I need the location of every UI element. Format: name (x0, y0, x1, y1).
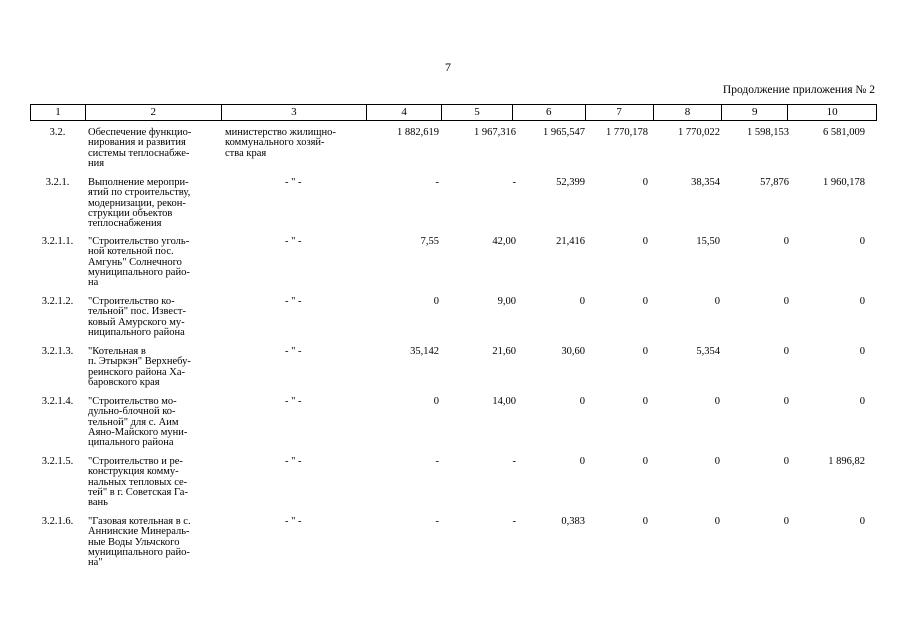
row-title: "Строительство уголь- ной котельной пос. Амгунь" Солнечного муниципального райо- на (88, 236, 190, 289)
header-cell-3: 3 (222, 105, 368, 120)
row-title: "Газовая котельная в с. Аннинские Минераль- ные Воды Ульчского муниципального райо- на" (88, 516, 191, 569)
row-number: 3.2. (49, 127, 66, 138)
row-value-col-10: 0 (859, 516, 865, 527)
header-cell-4: 4 (367, 105, 442, 120)
row-value-col-5: - (512, 177, 516, 188)
row-executor: министерство жилищно- коммунального хозяй- ства края (225, 127, 336, 159)
row-executor: - " - (285, 396, 302, 407)
row-value-col-8: 1 770,022 (678, 127, 720, 138)
row-value-col-9: 0 (783, 396, 789, 407)
header-cell-2: 2 (86, 105, 222, 120)
page-number: 7 (445, 60, 451, 74)
row-value-col-7: 0 (642, 456, 648, 467)
row-value-col-10: 1 896,82 (828, 456, 865, 467)
row-value-col-5: - (512, 456, 516, 467)
row-executor: - " - (285, 296, 302, 307)
row-value-col-6: 21,416 (556, 236, 585, 247)
row-value-col-9: 57,876 (760, 177, 789, 188)
row-value-col-7: 0 (642, 396, 648, 407)
row-executor: - " - (285, 516, 302, 527)
row-value-col-8: 15,50 (696, 236, 720, 247)
row-value-col-7: 0 (642, 177, 648, 188)
row-value-col-5: 21,60 (492, 346, 516, 357)
row-title: Выполнение меропри- ятий по строительству, модернизации, рекон- струкции объектов теплоснабжения (88, 177, 191, 230)
header-cell-1: 1 (31, 105, 86, 120)
row-value-col-9: 0 (783, 516, 789, 527)
row-value-col-10: 0 (859, 396, 865, 407)
row-value-col-6: 52,399 (556, 177, 585, 188)
row-value-col-4: - (435, 456, 439, 467)
row-title: "Строительство и ре- конструкция комму- нальных тепловых се- тей" в г. Советская Га- вань (88, 456, 188, 509)
header-cell-8: 8 (654, 105, 723, 120)
header-cell-9: 9 (722, 105, 788, 120)
row-value-col-4: - (435, 516, 439, 527)
row-value-col-6: 1 965,547 (543, 127, 585, 138)
row-value-col-4: 0 (433, 296, 439, 307)
row-value-col-8: 0 (714, 396, 720, 407)
row-value-col-8: 0 (714, 296, 720, 307)
row-value-col-9: 1 598,153 (747, 127, 789, 138)
row-value-col-10: 6 581,009 (823, 127, 865, 138)
row-number: 3.2.1.3. (41, 346, 74, 357)
row-value-col-7: 1 770,178 (606, 127, 648, 138)
header-cell-6: 6 (513, 105, 586, 120)
row-value-col-4: 0 (433, 396, 439, 407)
row-value-col-6: 30,60 (561, 346, 585, 357)
row-value-col-7: 0 (642, 346, 648, 357)
table-header (30, 104, 877, 121)
row-value-col-5: 1 967,316 (474, 127, 516, 138)
row-title: Обеспечение функцио- нирования и развития системы теплоснабже- ния (88, 127, 192, 169)
row-value-col-6: 0,383 (561, 516, 585, 527)
row-value-col-5: 14,00 (492, 396, 516, 407)
row-value-col-9: 0 (783, 456, 789, 467)
row-number: 3.2.1.6. (41, 516, 74, 527)
row-number: 3.2.1.1. (41, 236, 74, 247)
row-title: "Строительство ко- тельной" пос. Извест- ковый Амурского му- ниципального района (88, 296, 187, 338)
row-number: 3.2.1.5. (41, 456, 74, 467)
row-value-col-6: 0 (579, 456, 585, 467)
row-value-col-10: 1 960,178 (823, 177, 865, 188)
row-value-col-8: 0 (714, 456, 720, 467)
row-value-col-7: 0 (642, 296, 648, 307)
row-value-col-8: 5,354 (696, 346, 720, 357)
row-title: "Строительство мо- дульно-блочной ко- тельной" для с. Аим Аяно-Майского муни- ципального района (88, 396, 188, 449)
row-value-col-4: 7,55 (420, 236, 439, 247)
row-value-col-5: - (512, 516, 516, 527)
row-value-col-10: 0 (859, 346, 865, 357)
row-title: "Котельная в п. Этыркэн" Верхнебу- реинского района Ха- баровского края (88, 346, 191, 388)
row-number: 3.2.1.4. (41, 396, 74, 407)
row-value-col-10: 0 (859, 236, 865, 247)
row-executor: - " - (285, 236, 302, 247)
row-value-col-7: 0 (642, 236, 648, 247)
row-value-col-9: 0 (783, 236, 789, 247)
row-value-col-5: 9,00 (497, 296, 516, 307)
row-executor: - " - (285, 346, 302, 357)
header-cell-10: 10 (826, 106, 838, 118)
row-executor: - " - (285, 177, 302, 188)
row-number: 3.2.1.2. (41, 296, 74, 307)
row-value-col-6: 0 (579, 396, 585, 407)
row-value-col-9: 0 (783, 346, 789, 357)
row-number: 3.2.1. (45, 177, 70, 188)
row-value-col-4: 1 882,619 (397, 127, 439, 138)
header-cell-5: 5 (442, 105, 513, 120)
row-value-col-10: 0 (859, 296, 865, 307)
continuation-label: Продолжение приложения № 2 (722, 84, 875, 96)
row-value-col-5: 42,00 (492, 236, 516, 247)
row-value-col-4: 35,142 (410, 346, 439, 357)
row-value-col-8: 0 (714, 516, 720, 527)
row-value-col-9: 0 (783, 296, 789, 307)
row-value-col-4: - (435, 177, 439, 188)
header-cell-7: 7 (586, 105, 654, 120)
row-value-col-8: 38,354 (691, 177, 720, 188)
row-executor: - " - (285, 456, 302, 467)
row-value-col-6: 0 (579, 296, 585, 307)
row-value-col-7: 0 (642, 516, 648, 527)
